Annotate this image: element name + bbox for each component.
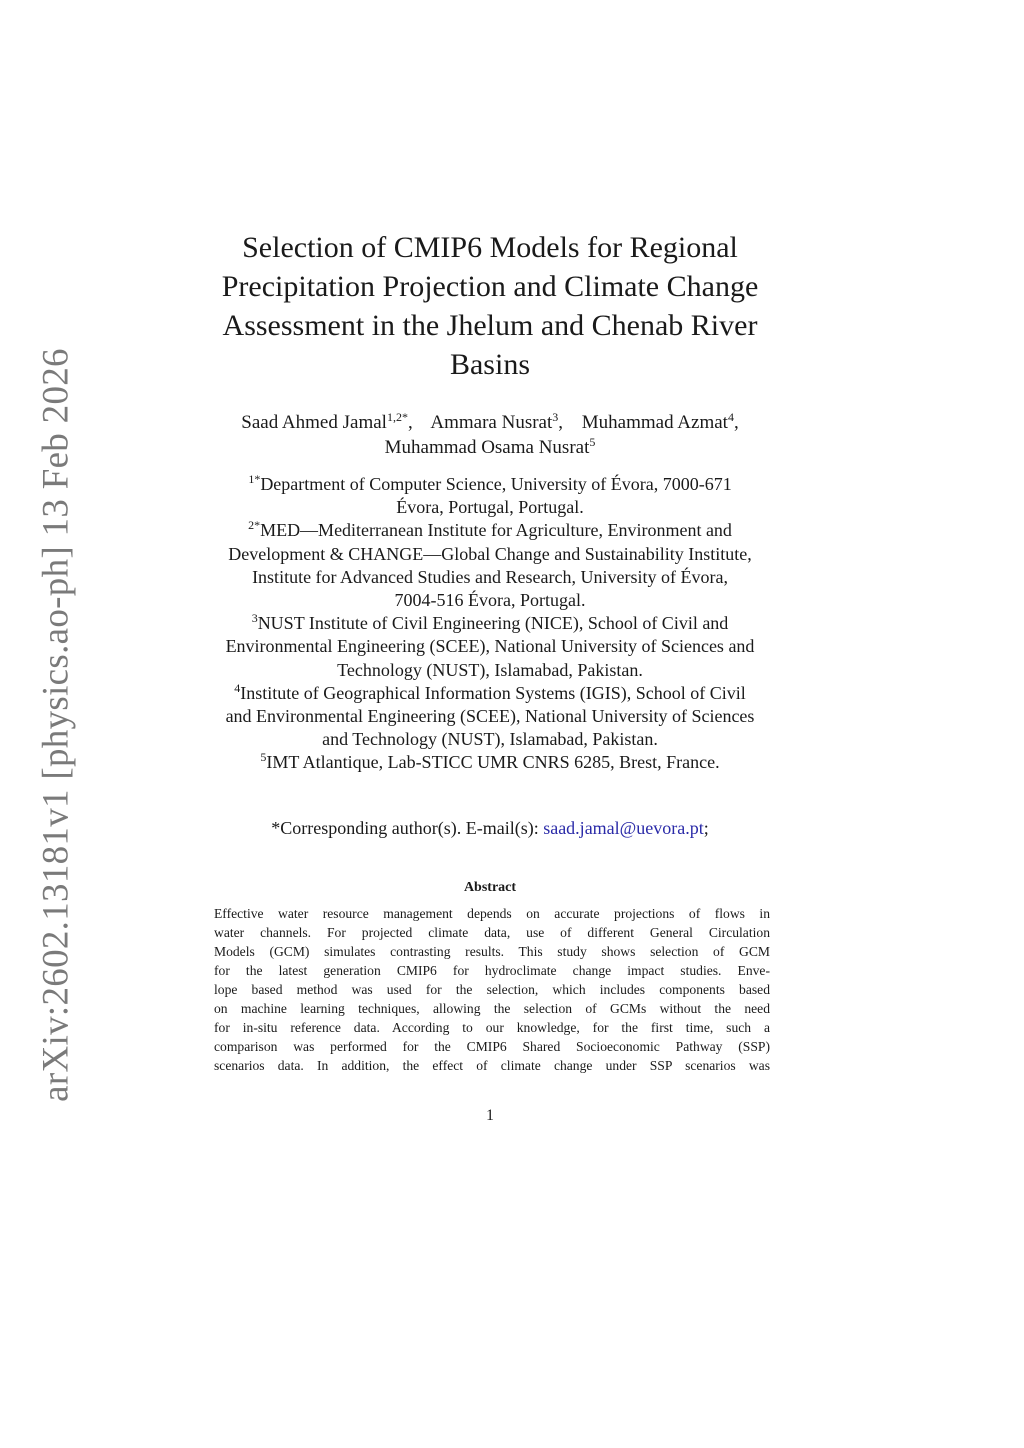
author-name: Ammara Nusrat bbox=[430, 412, 553, 433]
affiliation-marker: 1* bbox=[248, 472, 261, 486]
affiliation-line: 7004-516 Évora, Portugal. bbox=[394, 590, 586, 611]
abstract-body bbox=[214, 904, 770, 1075]
affiliation-line: Institute for Advanced Studies and Research, University of Évora, bbox=[252, 566, 728, 587]
title-line: Precipitation Projection and Climate Change bbox=[221, 270, 759, 303]
page-number: 1 bbox=[486, 1107, 494, 1124]
affiliation-marker: 3 bbox=[251, 611, 258, 626]
author-separator: , bbox=[407, 412, 413, 433]
affiliation-marker: 5 bbox=[260, 750, 267, 765]
affiliation-line: Development & CHANGE—Global Change and Sustainability Institute, bbox=[228, 543, 752, 564]
title-line: Basins bbox=[449, 348, 530, 381]
abstract-line: water channels. For projected climate data, use of different General Circulation bbox=[214, 925, 770, 940]
affiliation-line: $^5$IMT Atlantique, Lab-STICC UMR CNRS 6285, Brest, France. bbox=[260, 750, 720, 773]
author-name: Saad Ahmed Jamal bbox=[241, 412, 387, 433]
abstract-line: comparison was performed for the CMIP6 Shared Socioeconomic Pathway (SSP) bbox=[214, 1039, 770, 1054]
author-affiliation-marker: 1,2* bbox=[386, 410, 408, 424]
affiliation-line: Technology (NUST), Islamabad, Pakistan. bbox=[337, 659, 643, 680]
author-affiliation-marker: 5 bbox=[589, 435, 596, 449]
author-affiliation-marker: 4 bbox=[727, 410, 734, 424]
title-line: Selection of CMIP6 Models for Regional bbox=[242, 231, 738, 264]
corresponding-label: *Corresponding author(s). E-mail(s): bbox=[271, 818, 544, 838]
abstract-line: lope based method was used for the selection, which includes components based bbox=[214, 982, 770, 997]
affiliation-line: $^4$Institute of Geographical Information Systems (IGIS), School of Civil bbox=[234, 680, 746, 703]
affiliation-line: $^{1*}$Department of Computer Science, University of Évora, 7000-671 bbox=[248, 472, 732, 494]
arxiv-identifier-stamp: arXiv:2602.13181v1 [physics.ao-ph] 13 Feb 2026 bbox=[35, 348, 77, 1102]
affiliation-line: $^3$NUST Institute of Civil Engineering (NICE), School of Civil and bbox=[251, 611, 729, 634]
author-separator: , bbox=[558, 412, 564, 433]
author-list bbox=[190, 410, 790, 460]
abstract-line: on machine learning techniques, allowing the selection of GCMs without the need bbox=[214, 1001, 770, 1016]
author-affiliation-marker: 3 bbox=[552, 410, 559, 424]
abstract-line: Effective water resource management depends on accurate projections of flows in bbox=[214, 906, 770, 921]
corresponding-email-link[interactable]: saad.jamal@uevora.pt bbox=[543, 818, 704, 838]
abstract-line: for the latest generation CMIP6 for hydroclimate change impact studies. Enve- bbox=[214, 963, 770, 978]
author-name: Muhammad Osama Nusrat bbox=[384, 437, 590, 458]
author-separator: , bbox=[733, 412, 739, 433]
paper-title bbox=[190, 228, 790, 384]
affiliation-line: and Environmental Engineering (SCEE), National University of Sciences bbox=[225, 706, 755, 727]
affiliation-marker: 2* bbox=[248, 518, 261, 533]
affiliation-line: Évora, Portugal, Portugal. bbox=[396, 497, 584, 518]
abstract-heading: Abstract bbox=[463, 880, 517, 895]
author-name: Muhammad Azmat bbox=[581, 412, 728, 433]
author-line bbox=[190, 435, 790, 460]
affiliation-line: $^{2*}$MED—Mediterranean Institute for Agriculture, Environment and bbox=[248, 518, 732, 541]
affiliations bbox=[180, 473, 800, 775]
affiliation-line: and Technology (NUST), Islamabad, Pakistan. bbox=[322, 729, 658, 750]
corresponding-suffix: ; bbox=[703, 818, 709, 838]
author-line bbox=[190, 410, 790, 435]
abstract-line: scenarios data. In addition, the effect of climate change under SSP scenarios was bbox=[214, 1058, 770, 1073]
title-line: Assessment in the Jhelum and Chenab River bbox=[222, 309, 758, 342]
affiliation-marker: 4 bbox=[234, 680, 241, 695]
corresponding-author bbox=[190, 817, 790, 840]
affiliation-line: Environmental Engineering (SCEE), National University of Sciences and bbox=[225, 636, 755, 657]
abstract-line: Models (GCM) simulates contrasting results. This study shows selection of GCM bbox=[214, 944, 770, 959]
abstract-line: for in-situ reference data. According to our knowledge, for the first time, such a bbox=[214, 1020, 770, 1035]
